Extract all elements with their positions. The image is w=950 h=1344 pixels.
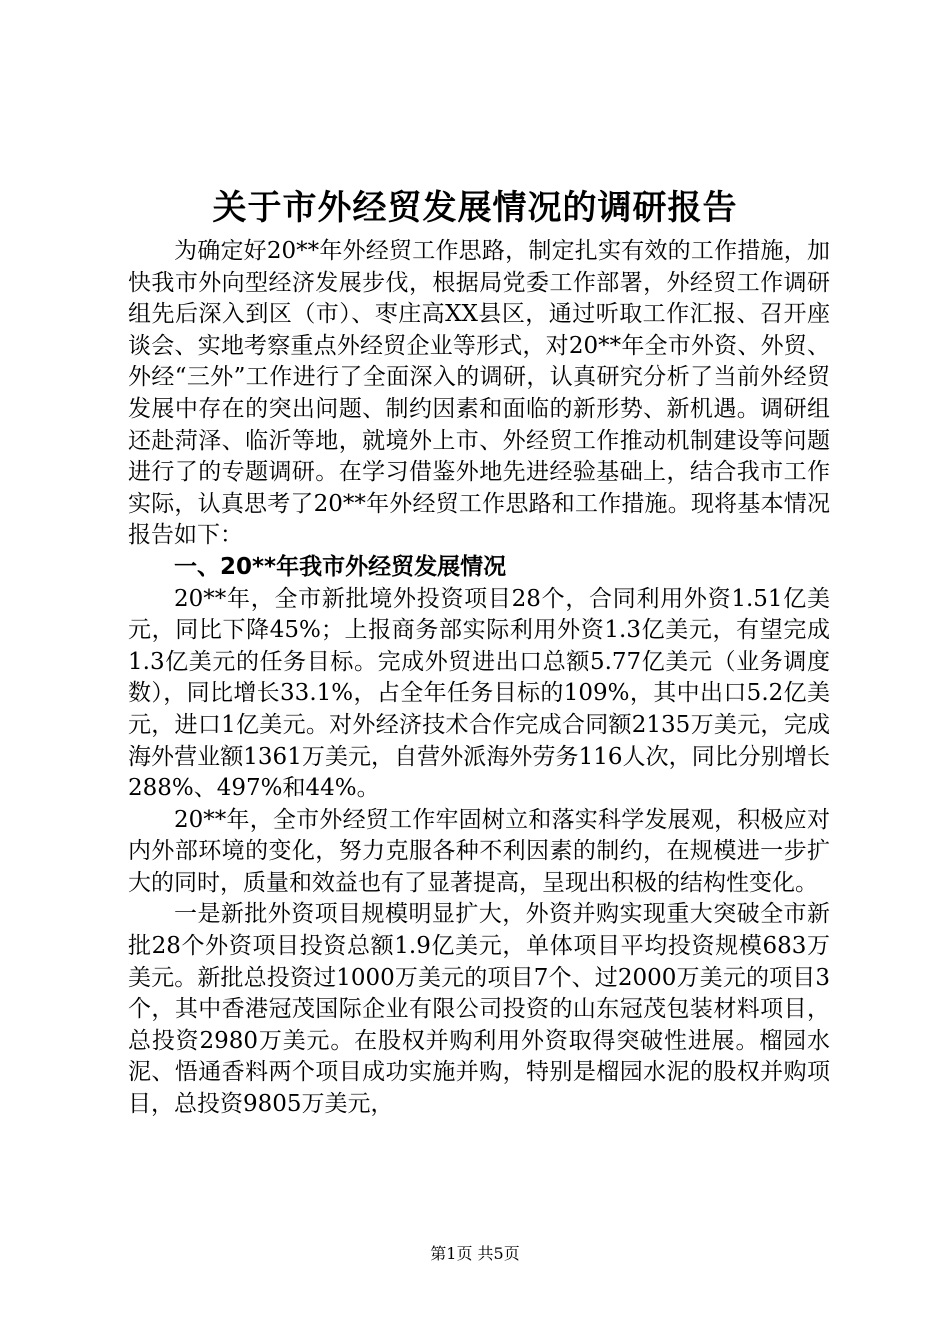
investment-paragraph: 一是新批外资项目规模明显扩大，外资并购实现重大突破全市新批28个外资项目投资总额1.9亿美元，单体项目平均投资规模683万美元。新批总投资过1000万美元的项目7个、过2000万美元的项目3个，其中香港冠茂国际企业有限公司投资的山东冠茂包装材料项目，总投资2980万美元。在股权并购利用外资取得突破性进展。榴园水泥、悟通香料两个项目成功实施并购，特别是榴园水泥的股权并购项目，总投资9805万美元， — [128, 901, 830, 1118]
document-body — [128, 236, 830, 1121]
statistics-paragraph: 20**年，全市新批境外投资项目28个，合同利用外资1.51亿美元，同比下降45%；上报商务部实际利用外资1.3亿美元，有望完成1.3亿美元的任务目标。完成外贸进出口总额5.77亿美元（业务调度数），同比增长33.1%，占全年任务目标的109%，其中出口5.2亿美元，进口1亿美元。对外经济技术合作完成合同额2135万美元，完成海外营业额1361万美元，自营外派海外劳务116人次，同比分别增长288%、497%和44%。 — [128, 585, 830, 802]
intro-paragraph: 为确定好20**年外经贸工作思路，制定扎实有效的工作措施，加快我市外向型经济发展步伐，根据局党委工作部署，外经贸工作调研组先后深入到区（市）、枣庄高XX县区，通过听取工作汇报、召开座谈会、实地考察重点外经贸企业等形式，对20**年全市外资、外贸、外经“三外”工作进行了全面深入的调研，认真研究分析了当前外经贸发展中存在的突出问题、制约因素和面临的新形势、新机遇。调研组还赴菏泽、临沂等地，就境外上市、外经贸工作推动机制建设等问题进行了的专题调研。在学习借鉴外地先进经验基础上，结合我市工作实际，认真思考了20**年外经贸工作思路和工作措施。现将基本情况报告如下： — [128, 238, 830, 549]
document-title: 关于市外经贸发展情况的调研报告 — [212, 188, 738, 228]
section-heading: 一、20**年我市外经贸发展情况 — [174, 553, 507, 580]
overview-paragraph: 20**年，全市外经贸工作牢固树立和落实科学发展观，积极应对内外部环境的变化，努力克服各种不利因素的制约，在规模进一步扩大的同时，质量和效益也有了显著提高，呈现出积极的结构性变化。 — [128, 806, 830, 896]
page-number-footer: 第1页 共5页 — [430, 1244, 520, 1263]
